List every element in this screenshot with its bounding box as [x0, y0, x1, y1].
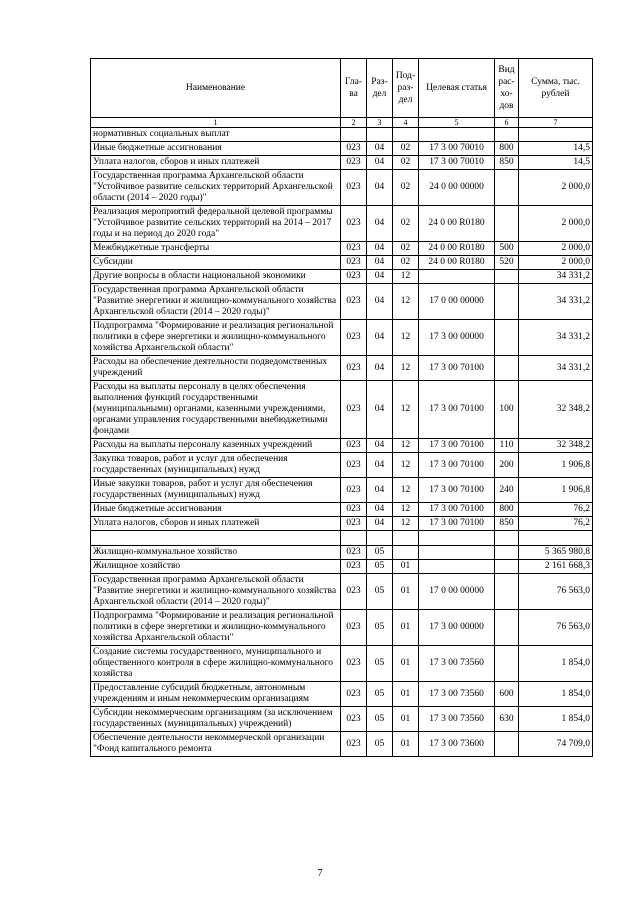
- table-row: [91, 320, 593, 356]
- table-row: [91, 560, 593, 574]
- column-number: 5: [419, 118, 495, 128]
- cell-podrazdel: 02: [393, 206, 419, 242]
- cell-podrazdel: 01: [393, 732, 419, 757]
- cell-summa: 32 348,2: [519, 381, 593, 439]
- table-body: [91, 128, 593, 757]
- cell-name: Государственная программа Архангельской области "Устойчивое развитие сельских территорий Архангельской области (2014 – 2020 годы)": [91, 170, 341, 206]
- cell-name: Подпрограмма "Формирование и реализация региональной политики в сфере энергетики и жилищно-коммунального хозяйства Архангельской области": [91, 610, 341, 646]
- cell-statya: 17 3 00 70010: [419, 156, 495, 170]
- cell-razdel: 04: [367, 517, 393, 531]
- table-row: [91, 270, 593, 284]
- cell-statya: 17 3 00 70100: [419, 517, 495, 531]
- cell-vid: [495, 732, 519, 757]
- table-row: [91, 142, 593, 156]
- cell-name: Жилищно-коммунальное хозяйство: [91, 546, 341, 560]
- cell-vid: [495, 574, 519, 610]
- table-row: [91, 610, 593, 646]
- cell-statya: 17 0 00 00000: [419, 574, 495, 610]
- cell-statya: [419, 546, 495, 560]
- cell-podrazdel: 01: [393, 574, 419, 610]
- page-number: 7: [317, 867, 323, 879]
- cell-statya: [419, 128, 495, 142]
- cell-razdel: 04: [367, 170, 393, 206]
- cell-statya: 24 0 00 R0180: [419, 206, 495, 242]
- cell-name: Государственная программа Архангельской области "Развитие энергетики и жилищно-коммунального хозяйства Архангельской области (2014 – 2020 годы)": [91, 284, 341, 320]
- cell-name: Уплата налогов, сборов и иных платежей: [91, 517, 341, 531]
- cell-name: Реализация мероприятий федеральной целевой программы "Устойчивое развитие сельских территорий на 2014 – 2017 годы и на период до 2020 года": [91, 206, 341, 242]
- cell-name: Закупка товаров, работ и услуг для обеспечения государственных (муниципальных) нужд: [91, 453, 341, 478]
- column-number: 1: [91, 118, 341, 128]
- column-number: 2: [341, 118, 367, 128]
- cell-name: Другие вопросы в области национальной экономики: [91, 270, 341, 284]
- cell-summa: 76 563,0: [519, 610, 593, 646]
- cell-summa: 34 331,2: [519, 356, 593, 381]
- cell-vid: [495, 531, 519, 546]
- cell-razdel: 05: [367, 610, 393, 646]
- cell-glava: 023: [341, 170, 367, 206]
- cell-podrazdel: 01: [393, 560, 419, 574]
- cell-glava: 023: [341, 320, 367, 356]
- cell-name: Подпрограмма "Формирование и реализация региональной политики в сфере энергетики и жилищно-коммунального хозяйства Архангельской области": [91, 320, 341, 356]
- column-number: 3: [367, 118, 393, 128]
- cell-glava: 023: [341, 546, 367, 560]
- table-row: [91, 284, 593, 320]
- cell-name: Уплата налогов, сборов и иных платежей: [91, 156, 341, 170]
- budget-table: [90, 58, 593, 757]
- cell-razdel: 04: [367, 503, 393, 517]
- cell-summa: 2 161 668,3: [519, 560, 593, 574]
- cell-statya: 17 3 00 00000: [419, 320, 495, 356]
- cell-glava: 023: [341, 503, 367, 517]
- cell-statya: 24 0 00 00000: [419, 170, 495, 206]
- header-vid: Вид рас-хо-дов: [495, 59, 519, 118]
- table-row: [91, 206, 593, 242]
- table-row: [91, 453, 593, 478]
- cell-name: [91, 531, 341, 546]
- cell-razdel: 04: [367, 156, 393, 170]
- cell-vid: [495, 320, 519, 356]
- cell-statya: 24 0 00 R0180: [419, 242, 495, 256]
- cell-name: Межбюджетные трансферты: [91, 242, 341, 256]
- cell-vid: [495, 560, 519, 574]
- cell-vid: [495, 610, 519, 646]
- header-statya: Целевая статья: [419, 59, 495, 118]
- table-row: [91, 503, 593, 517]
- cell-name: Иные бюджетные ассигнования: [91, 503, 341, 517]
- cell-vid: 200: [495, 453, 519, 478]
- cell-podrazdel: 12: [393, 381, 419, 439]
- cell-razdel: 04: [367, 142, 393, 156]
- cell-vid: 100: [495, 381, 519, 439]
- cell-podrazdel: 02: [393, 156, 419, 170]
- cell-podrazdel: 12: [393, 439, 419, 453]
- cell-podrazdel: 12: [393, 503, 419, 517]
- cell-podrazdel: 12: [393, 270, 419, 284]
- cell-glava: 023: [341, 478, 367, 503]
- cell-razdel: 04: [367, 478, 393, 503]
- cell-summa: 76 563,0: [519, 574, 593, 610]
- cell-summa: 34 331,2: [519, 270, 593, 284]
- cell-summa: 2 000,0: [519, 206, 593, 242]
- table-row: [91, 478, 593, 503]
- cell-vid: [495, 646, 519, 682]
- cell-podrazdel: 12: [393, 356, 419, 381]
- cell-podrazdel: 01: [393, 646, 419, 682]
- cell-glava: 023: [341, 682, 367, 707]
- cell-statya: [419, 531, 495, 546]
- cell-podrazdel: [393, 128, 419, 142]
- cell-glava: [341, 128, 367, 142]
- table-row: [91, 517, 593, 531]
- cell-glava: 023: [341, 439, 367, 453]
- cell-podrazdel: 12: [393, 453, 419, 478]
- table-row: [91, 574, 593, 610]
- cell-podrazdel: 02: [393, 242, 419, 256]
- cell-glava: [341, 531, 367, 546]
- cell-podrazdel: 02: [393, 256, 419, 270]
- cell-razdel: [367, 531, 393, 546]
- cell-glava: 023: [341, 707, 367, 732]
- cell-summa: 1 906,8: [519, 453, 593, 478]
- cell-summa: [519, 128, 593, 142]
- column-number: 6: [495, 118, 519, 128]
- cell-name: нормативных социальных выплат: [91, 128, 341, 142]
- table-row: [91, 156, 593, 170]
- cell-glava: 023: [341, 206, 367, 242]
- cell-summa: 32 348,2: [519, 439, 593, 453]
- cell-name: Государственная программа Архангельской области "Развитие энергетики и жилищно-коммунального хозяйства Архангельской области (2014 – 2020 годы)": [91, 574, 341, 610]
- table-row: [91, 707, 593, 732]
- cell-summa: 1 906,8: [519, 478, 593, 503]
- cell-summa: 14,5: [519, 142, 593, 156]
- cell-statya: 17 3 00 70100: [419, 439, 495, 453]
- table-row: [91, 646, 593, 682]
- table-row: [91, 170, 593, 206]
- cell-summa: 2 000,0: [519, 170, 593, 206]
- cell-statya: 17 3 00 70010: [419, 142, 495, 156]
- cell-razdel: 04: [367, 284, 393, 320]
- cell-statya: 17 0 00 00000: [419, 284, 495, 320]
- cell-glava: 023: [341, 574, 367, 610]
- cell-razdel: 05: [367, 560, 393, 574]
- cell-statya: 17 3 00 73560: [419, 682, 495, 707]
- cell-summa: 34 331,2: [519, 320, 593, 356]
- table-row: [91, 546, 593, 560]
- cell-razdel: 04: [367, 453, 393, 478]
- cell-vid: 800: [495, 142, 519, 156]
- cell-name: Иные бюджетные ассигнования: [91, 142, 341, 156]
- cell-vid: 600: [495, 682, 519, 707]
- cell-vid: 240: [495, 478, 519, 503]
- cell-glava: 023: [341, 142, 367, 156]
- cell-summa: 1 854,0: [519, 646, 593, 682]
- cell-podrazdel: 12: [393, 284, 419, 320]
- cell-podrazdel: [393, 546, 419, 560]
- cell-podrazdel: [393, 531, 419, 546]
- cell-glava: 023: [341, 560, 367, 574]
- cell-summa: 1 854,0: [519, 707, 593, 732]
- cell-glava: 023: [341, 270, 367, 284]
- cell-glava: 023: [341, 453, 367, 478]
- cell-razdel: 04: [367, 256, 393, 270]
- cell-glava: 023: [341, 284, 367, 320]
- cell-summa: 34 331,2: [519, 284, 593, 320]
- cell-razdel: [367, 128, 393, 142]
- cell-podrazdel: 01: [393, 682, 419, 707]
- table-row: [91, 732, 593, 757]
- cell-vid: 850: [495, 156, 519, 170]
- cell-summa: 5 365 980,8: [519, 546, 593, 560]
- cell-glava: 023: [341, 242, 367, 256]
- cell-glava: 023: [341, 381, 367, 439]
- cell-podrazdel: 02: [393, 142, 419, 156]
- cell-vid: [495, 128, 519, 142]
- cell-name: Обеспечение деятельности некоммерческой организации "Фонд капитального ремонта: [91, 732, 341, 757]
- cell-name: Субсидии некоммерческим организациям (за исключением государственных (муниципальных) учреждений): [91, 707, 341, 732]
- cell-summa: 76,2: [519, 517, 593, 531]
- cell-vid: [495, 356, 519, 381]
- cell-vid: [495, 170, 519, 206]
- cell-statya: 17 3 00 73560: [419, 646, 495, 682]
- cell-vid: [495, 270, 519, 284]
- cell-summa: 74 709,0: [519, 732, 593, 757]
- cell-name: Создание системы государственного, муниципального и общественного контроля в сфере жилищно-коммунального хозяйства: [91, 646, 341, 682]
- cell-statya: 17 3 00 73600: [419, 732, 495, 757]
- cell-glava: 023: [341, 156, 367, 170]
- cell-name: Жилищное хозяйство: [91, 560, 341, 574]
- cell-vid: 520: [495, 256, 519, 270]
- cell-razdel: 05: [367, 646, 393, 682]
- cell-podrazdel: 12: [393, 478, 419, 503]
- cell-podrazdel: 01: [393, 610, 419, 646]
- cell-statya: [419, 560, 495, 574]
- table-row: [91, 128, 593, 142]
- cell-podrazdel: 02: [393, 170, 419, 206]
- cell-summa: 14,5: [519, 156, 593, 170]
- cell-glava: 023: [341, 517, 367, 531]
- cell-vid: 850: [495, 517, 519, 531]
- cell-summa: 2 000,0: [519, 256, 593, 270]
- header-podrazdel: Под-раз-дел: [393, 59, 419, 118]
- cell-podrazdel: 12: [393, 320, 419, 356]
- table-row: [91, 531, 593, 546]
- cell-razdel: 05: [367, 732, 393, 757]
- table-row: [91, 242, 593, 256]
- column-number: 4: [393, 118, 419, 128]
- cell-glava: 023: [341, 356, 367, 381]
- cell-razdel: 04: [367, 206, 393, 242]
- cell-statya: 17 3 00 00000: [419, 610, 495, 646]
- cell-vid: 630: [495, 707, 519, 732]
- column-number: 7: [519, 118, 593, 128]
- table-header-row: [91, 59, 593, 118]
- cell-vid: 500: [495, 242, 519, 256]
- cell-razdel: 04: [367, 381, 393, 439]
- table-row: [91, 439, 593, 453]
- cell-name: Расходы на обеспечение деятельности подведомственных учреждений: [91, 356, 341, 381]
- cell-vid: 800: [495, 503, 519, 517]
- cell-summa: [519, 531, 593, 546]
- cell-statya: 17 3 00 70100: [419, 453, 495, 478]
- cell-name: Предоставление субсидий бюджетным, автономным учреждениям и иным некоммерческим организациям: [91, 682, 341, 707]
- cell-razdel: 05: [367, 707, 393, 732]
- cell-razdel: 05: [367, 682, 393, 707]
- cell-statya: 17 3 00 70100: [419, 503, 495, 517]
- cell-summa: 76,2: [519, 503, 593, 517]
- cell-razdel: 04: [367, 242, 393, 256]
- table-row: [91, 256, 593, 270]
- header-glava: Гла-ва: [341, 59, 367, 118]
- table-row: [91, 682, 593, 707]
- header-razdel: Раз-дел: [367, 59, 393, 118]
- table-row: [91, 381, 593, 439]
- cell-name: Расходы на выплаты персоналу казенных учреждений: [91, 439, 341, 453]
- header-name: Наименование: [91, 59, 341, 118]
- cell-name: Расходы на выплаты персоналу в целях обеспечения выполнения функций государственными (муниципальными) органами, казенными учреждениями, органами управления государственными внебюджетными фондами: [91, 381, 341, 439]
- cell-statya: 17 3 00 70100: [419, 478, 495, 503]
- cell-razdel: 04: [367, 320, 393, 356]
- cell-statya: 17 3 00 70100: [419, 356, 495, 381]
- cell-razdel: 04: [367, 439, 393, 453]
- cell-razdel: 04: [367, 270, 393, 284]
- cell-statya: 17 3 00 70100: [419, 381, 495, 439]
- table-row: [91, 356, 593, 381]
- cell-summa: 1 854,0: [519, 682, 593, 707]
- cell-glava: 023: [341, 610, 367, 646]
- cell-vid: [495, 546, 519, 560]
- cell-glava: 023: [341, 732, 367, 757]
- cell-vid: [495, 284, 519, 320]
- cell-vid: 110: [495, 439, 519, 453]
- cell-glava: 023: [341, 646, 367, 682]
- cell-razdel: 05: [367, 546, 393, 560]
- cell-glava: 023: [341, 256, 367, 270]
- cell-name: Субсидии: [91, 256, 341, 270]
- column-number-row: [91, 118, 593, 128]
- cell-statya: [419, 270, 495, 284]
- cell-razdel: 05: [367, 574, 393, 610]
- header-summa: Сумма, тыс. рублей: [519, 59, 593, 118]
- cell-podrazdel: 12: [393, 517, 419, 531]
- cell-podrazdel: 01: [393, 707, 419, 732]
- cell-vid: [495, 206, 519, 242]
- cell-name: Иные закупки товаров, работ и услуг для обеспечения государственных (муниципальных) нужд: [91, 478, 341, 503]
- cell-razdel: 04: [367, 356, 393, 381]
- cell-statya: 17 3 00 73560: [419, 707, 495, 732]
- cell-summa: 2 000,0: [519, 242, 593, 256]
- cell-statya: 24 0 00 R0180: [419, 256, 495, 270]
